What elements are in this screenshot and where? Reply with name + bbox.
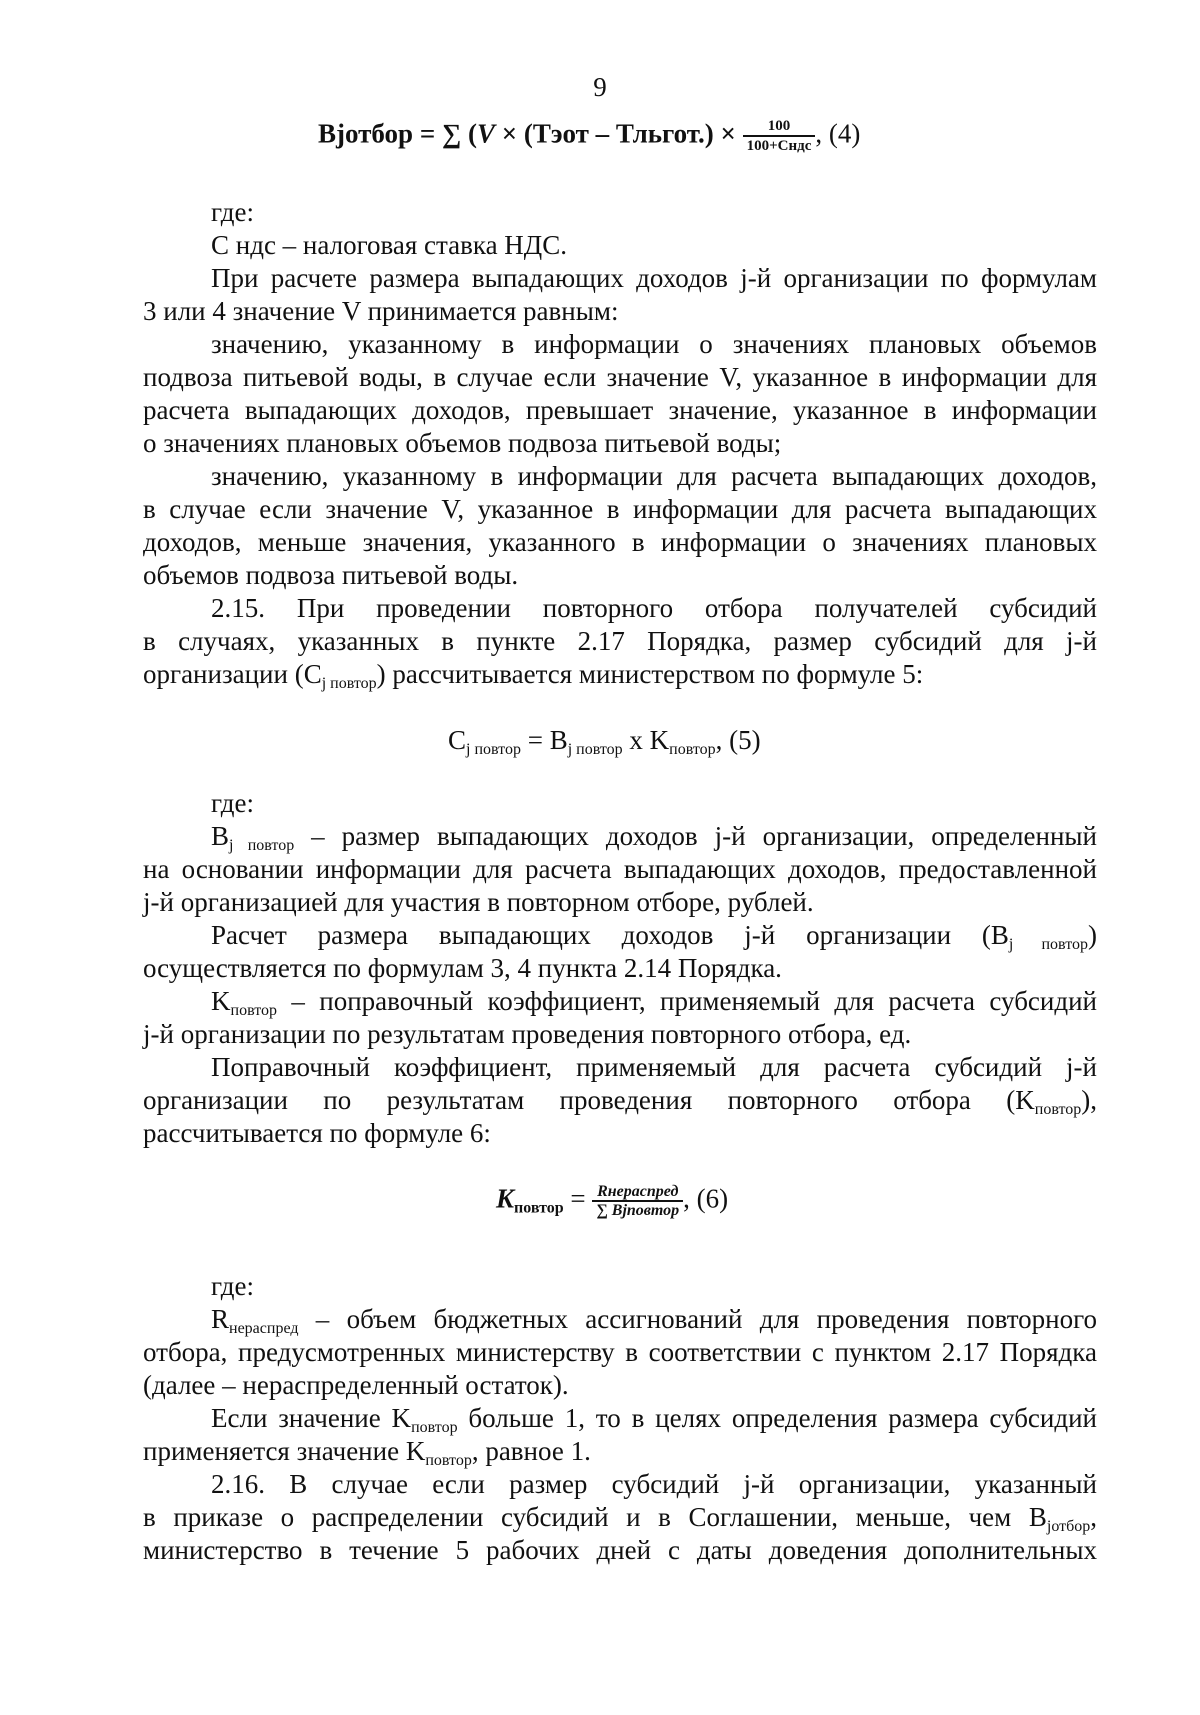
paragraph-line [211,820,1097,852]
paragraph-line: объемов подвоза питьевой воды. [143,560,519,590]
paragraph-line [143,658,1097,690]
formula-6-k: K [496,1183,515,1214]
paragraph-line: рассчитывается по формуле 6: [143,1118,491,1148]
formula-6-eq: = [563,1183,593,1214]
formula-6 [496,1183,728,1220]
paragraph-line: осуществляется по формулам 3, 4 пункта 2.14 Порядка. [143,953,782,983]
formula-5-b: = B [520,725,568,755]
paragraph-line [211,1303,1097,1335]
text-run: Расчет размера выпадающих доходов j-й организации (B [211,920,1009,950]
formula-4-lhs: Bjотбор [318,118,414,149]
paragraph-line [143,1084,1097,1116]
paragraph-line: о значениях плановых объемов подвоза питьевой воды; [143,428,782,458]
formula-4-v: V [476,118,495,149]
nds-definition: С ндс – налоговая ставка НДС. [211,230,567,260]
formula-5 [448,725,761,756]
subscript: повтор [411,1419,458,1436]
subscript: j повтор [321,675,377,692]
text-run: B [211,821,230,851]
paragraph-line: j-й организации по результатам проведения повторного отбора, ед. [143,1019,912,1049]
formula-4-numerator: 100 [743,118,816,137]
formula-4-denominator: 100+Cндс [746,138,812,154]
paragraph-line: j-й организацией для участия в повторном отборе, рублей. [143,887,814,917]
formula-5-label: , (5) [715,725,761,755]
text-run: в приказе о распределении субсидий и в Соглашении, меньше, чем B [143,1502,1047,1532]
paragraph-line: При расчете размера выпадающих доходов j-й организации по формулам [211,263,1097,293]
paragraph-line [211,919,1097,951]
subscript: j повтор [567,741,623,758]
paragraph-line: (далее – нераспределенный остаток). [143,1370,569,1400]
formula-4-label: , (4) [815,118,861,149]
where-label-2: где: [211,788,254,818]
paragraph-line: на основании информации для расчета выпадающих доходов, предоставленной [143,854,1097,884]
text-run: ) [1087,920,1097,950]
text-run: R [211,1304,230,1334]
paragraph-line: расчета выпадающих доходов, превышает значение, указанное в информации [143,395,1097,425]
paragraph-line: Поправочный коэффициент, применяемый для расчета субсидий j-й [211,1052,1097,1082]
paragraph-line: значению, указанному в информации о значениях плановых объемов [211,329,1097,359]
paragraph-line: в случаях, указанных в пункте 2.17 Порядка, размер субсидий для j-й [143,626,1097,656]
text-run: – объем бюджетных ассигнований для проведения повторного [298,1304,1097,1334]
text-run: K [211,986,231,1016]
formula-4 [318,118,860,155]
subscript: повтор [1034,1101,1082,1118]
subscript: повтор [514,1199,564,1217]
paragraph-line: министерство в течение 5 рабочих дней с даты доведения дополнительных [143,1535,1097,1565]
formula-4-fraction [743,118,816,155]
subscript: j повтор [466,741,521,758]
text-run: ) рассчитывается министерством по формуле 5: [376,659,924,689]
formula-6-label: , (6) [683,1183,729,1214]
subscript: повтор [669,741,716,758]
paragraph-line [211,985,1097,1017]
text-run: , [1090,1502,1097,1532]
formula-5-k: x K [622,725,670,755]
paragraph-line: отбора, предусмотренных министерству в соответствии с пунктом 2.17 Порядка [143,1337,1097,1367]
text-run: – поправочный коэффициент, применяемый для расчета субсидий [277,986,1097,1016]
paragraph-line: в случае если значение V, указанное в информации для расчета выпадающих [143,494,1097,524]
paragraph-line: 2.15. При проведении повторного отбора получателей субсидий [211,593,1097,623]
subscript: повтор [425,1452,472,1469]
where-label-3: где: [211,1271,254,1301]
paragraph-line: значению, указанному в информации для расчета выпадающих доходов, [211,461,1097,491]
text-run: организации (C [143,659,322,689]
subscript: jотбор [1046,1518,1091,1535]
page-number: 9 [593,72,607,102]
paragraph-line [143,1501,1097,1533]
formula-4-mid: × (Тэот – Тльгот.) × [494,118,736,149]
text-run: – размер выпадающих доходов j-й организации, определенный [294,821,1097,851]
paragraph-line: подвоза питьевой воды, в случае если значение V, указанное в информации для [143,362,1097,392]
text-run: организации по результатам проведения повторного отбора (K [143,1085,1035,1115]
paragraph-line: 3 или 4 значение V принимается равным: [143,296,619,326]
formula-4-eq: = ∑ ( [413,118,477,149]
formula-6-numerator: Rнераспред [592,1183,683,1202]
text-run: ), [1081,1085,1097,1115]
paragraph-line [211,1402,1097,1434]
subscript: нераспред [229,1320,299,1337]
text-run: Если значение K [211,1403,412,1433]
formula-6-denominator: ∑ Bjповтор [596,1202,680,1219]
formula-6-fraction [592,1183,683,1220]
where-label-1: где: [211,197,254,227]
subscript: j повтор [1008,936,1088,953]
paragraph-line [143,1435,1097,1467]
subscript: j повтор [229,837,295,854]
text-run: больше 1, то в целях определения размера субсидий [457,1403,1097,1433]
paragraph-line: доходов, меньше значения, указанного в информации о значениях плановых [143,527,1097,557]
formula-5-c: C [448,725,467,755]
subscript: повтор [230,1002,277,1019]
text-run: применяется значение K [143,1436,426,1466]
paragraph-line: 2.16. В случае если размер субсидий j-й организации, указанный [211,1469,1097,1499]
text-run: , равное 1. [471,1436,591,1466]
